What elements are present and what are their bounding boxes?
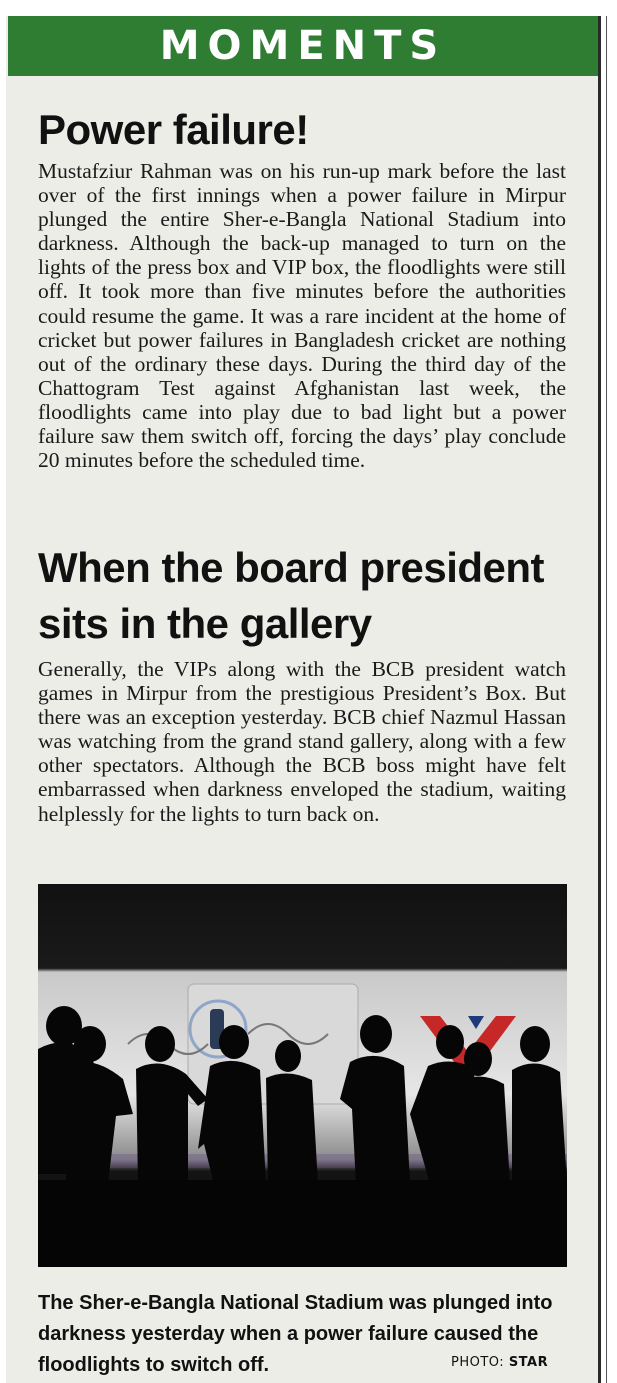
story-body-board-president: Generally, the VIPs along with the BCB president watch games in Mirpur from the prestigious President’s Box. But there was an exception yesterday. BCB chief Nazmul Hassan was watching from the grand stand gallery, along with a few other spectators. Although the BCB boss might have felt embarrassed when darkness enveloped the stadium, waiting helplessly for the lights to turn back on. (38, 657, 566, 826)
photo-credit-label: PHOTO: (451, 1355, 505, 1370)
headline-power-failure: Power failure! (38, 106, 309, 153)
silhouette-image (38, 884, 567, 1267)
article-column (6, 16, 601, 1383)
section-banner: MOMENTS (8, 16, 598, 76)
story-body-power-failure: Mustafziur Rahman was on his run-up mark before the last over of the first innings when a power failure in Mirpur plunged the entire Sher-e-Bangla National Stadium into darkness. Although the back-up managed to turn on the lights of the press box and VIP box, the floodlights were still off. It took more than five minutes before the authorities could resume the game. It was a rare incident at the home of cricket but power failures in Bangladesh cricket are nothing out of the ordinary these days. During the third day of the Chattogram Test against Afghanistan last week, the floodlights came into play due to bad light but a power failure saw them switch off, forcing the days’ play conclude 20 minutes before the scheduled time. (38, 159, 566, 473)
stadium-photo (38, 884, 567, 1267)
photo-credit-source: STAR (508, 1355, 549, 1370)
headline-line-1: When the board president (38, 544, 545, 591)
photo-credit (451, 1355, 548, 1370)
column-rule (606, 16, 607, 1383)
photo-caption: The Sher-e-Bangla National Stadium was plunged into darkness yesterday when a power failure caused the floodlights to switch off. (38, 1292, 553, 1376)
headline-line-2: sits in the gallery (38, 600, 372, 647)
